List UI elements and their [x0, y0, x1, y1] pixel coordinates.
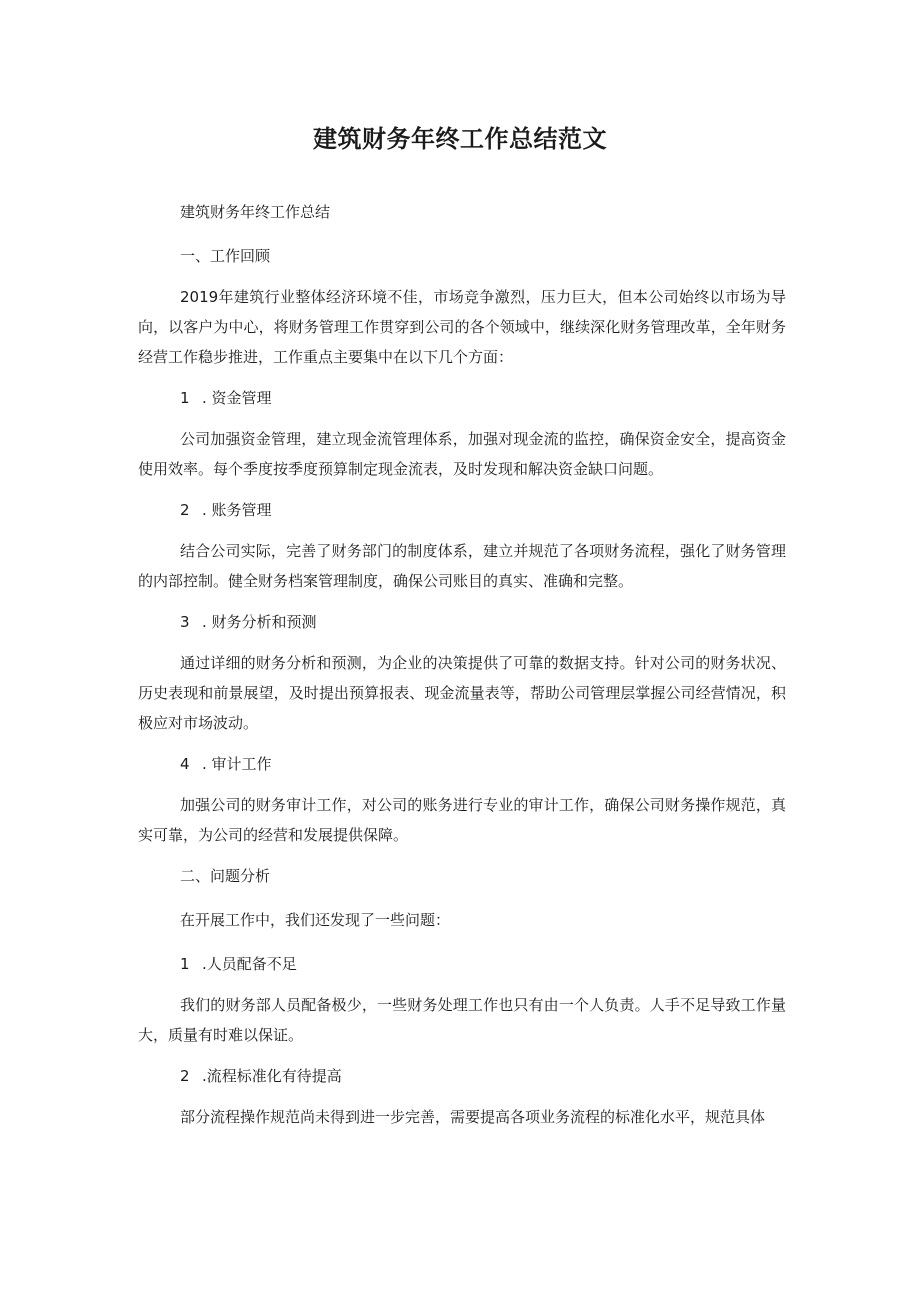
item-label: . 财务分析和预测: [202, 613, 317, 631]
accounting-management-paragraph: 结合公司实际，完善了财务部门的制度体系，建立并规范了各项财务流程，强化了财务管理的内部控制。健全财务档案管理制度，确保公司账目的真实、准确和完整。: [138, 542, 786, 590]
item-number: 2: [180, 501, 190, 519]
item-heading-staffing: [138, 946, 786, 982]
document-subtitle: 建筑财务年终工作总结: [180, 203, 331, 221]
staffing-paragraph: 我们的财务部人员配备极少，一些财务处理工作也只有由一个人负责。人手不足导致工作量大，质量有时难以保证。: [138, 996, 786, 1044]
item-label: . 账务管理: [202, 501, 272, 519]
item-number: 4: [180, 755, 190, 773]
process-standardization-paragraph: 部分流程操作规范尚未得到进一步完善，需要提高各项业务流程的标准化水平，规范具体: [180, 1108, 766, 1126]
item-heading-process-standardization: [138, 1058, 786, 1094]
item-heading-audit-work: [138, 746, 786, 782]
document-body: [138, 194, 786, 1132]
item-heading-fund-management: [138, 380, 786, 416]
item-label: .人员配备不足: [202, 955, 297, 973]
item-heading-accounting-management: [138, 492, 786, 528]
audit-work-paragraph: 加强公司的财务审计工作，对公司的账务进行专业的审计工作，确保公司财务操作规范，真实可靠，为公司的经营和发展提供保障。: [138, 796, 786, 844]
section-heading-review: 一、工作回顾: [180, 247, 271, 265]
problem-intro-paragraph: 在开展工作中，我们还发现了一些问题：: [180, 911, 451, 929]
item-label: .流程标准化有待提高: [202, 1067, 342, 1085]
item-number: 1: [180, 389, 190, 407]
fund-management-paragraph: 公司加强资金管理，建立现金流管理体系，加强对现金流的监控，确保资金安全，提高资金使用效率。每个季度按季度预算制定现金流表，及时发现和解决资金缺口问题。: [138, 430, 786, 478]
item-number: 2: [180, 1067, 190, 1085]
review-intro-paragraph: 2019年建筑行业整体经济环境不佳，市场竞争激烈，压力巨大，但本公司始终以市场为导向，以客户为中心，将财务管理工作贯穿到公司的各个领域中，继续深化财务管理改革，全年财务经营工作稳步推进，工作重点主要集中在以下几个方面：: [138, 288, 786, 366]
item-label: . 资金管理: [202, 389, 272, 407]
item-number: 1: [180, 955, 190, 973]
item-number: 3: [180, 613, 190, 631]
section-heading-problem-analysis: 二、问题分析: [180, 867, 271, 885]
item-heading-financial-analysis: [138, 604, 786, 640]
document-title: 建筑财务年终工作总结范文: [313, 125, 607, 153]
item-label: . 审计工作: [202, 755, 272, 773]
financial-analysis-paragraph: 通过详细的财务分析和预测，为企业的决策提供了可靠的数据支持。针对公司的财务状况、历史表现和前景展望，及时提出预算报表、现金流量表等，帮助公司管理层掌握公司经营情况，积极应对市场波动。: [138, 654, 786, 732]
